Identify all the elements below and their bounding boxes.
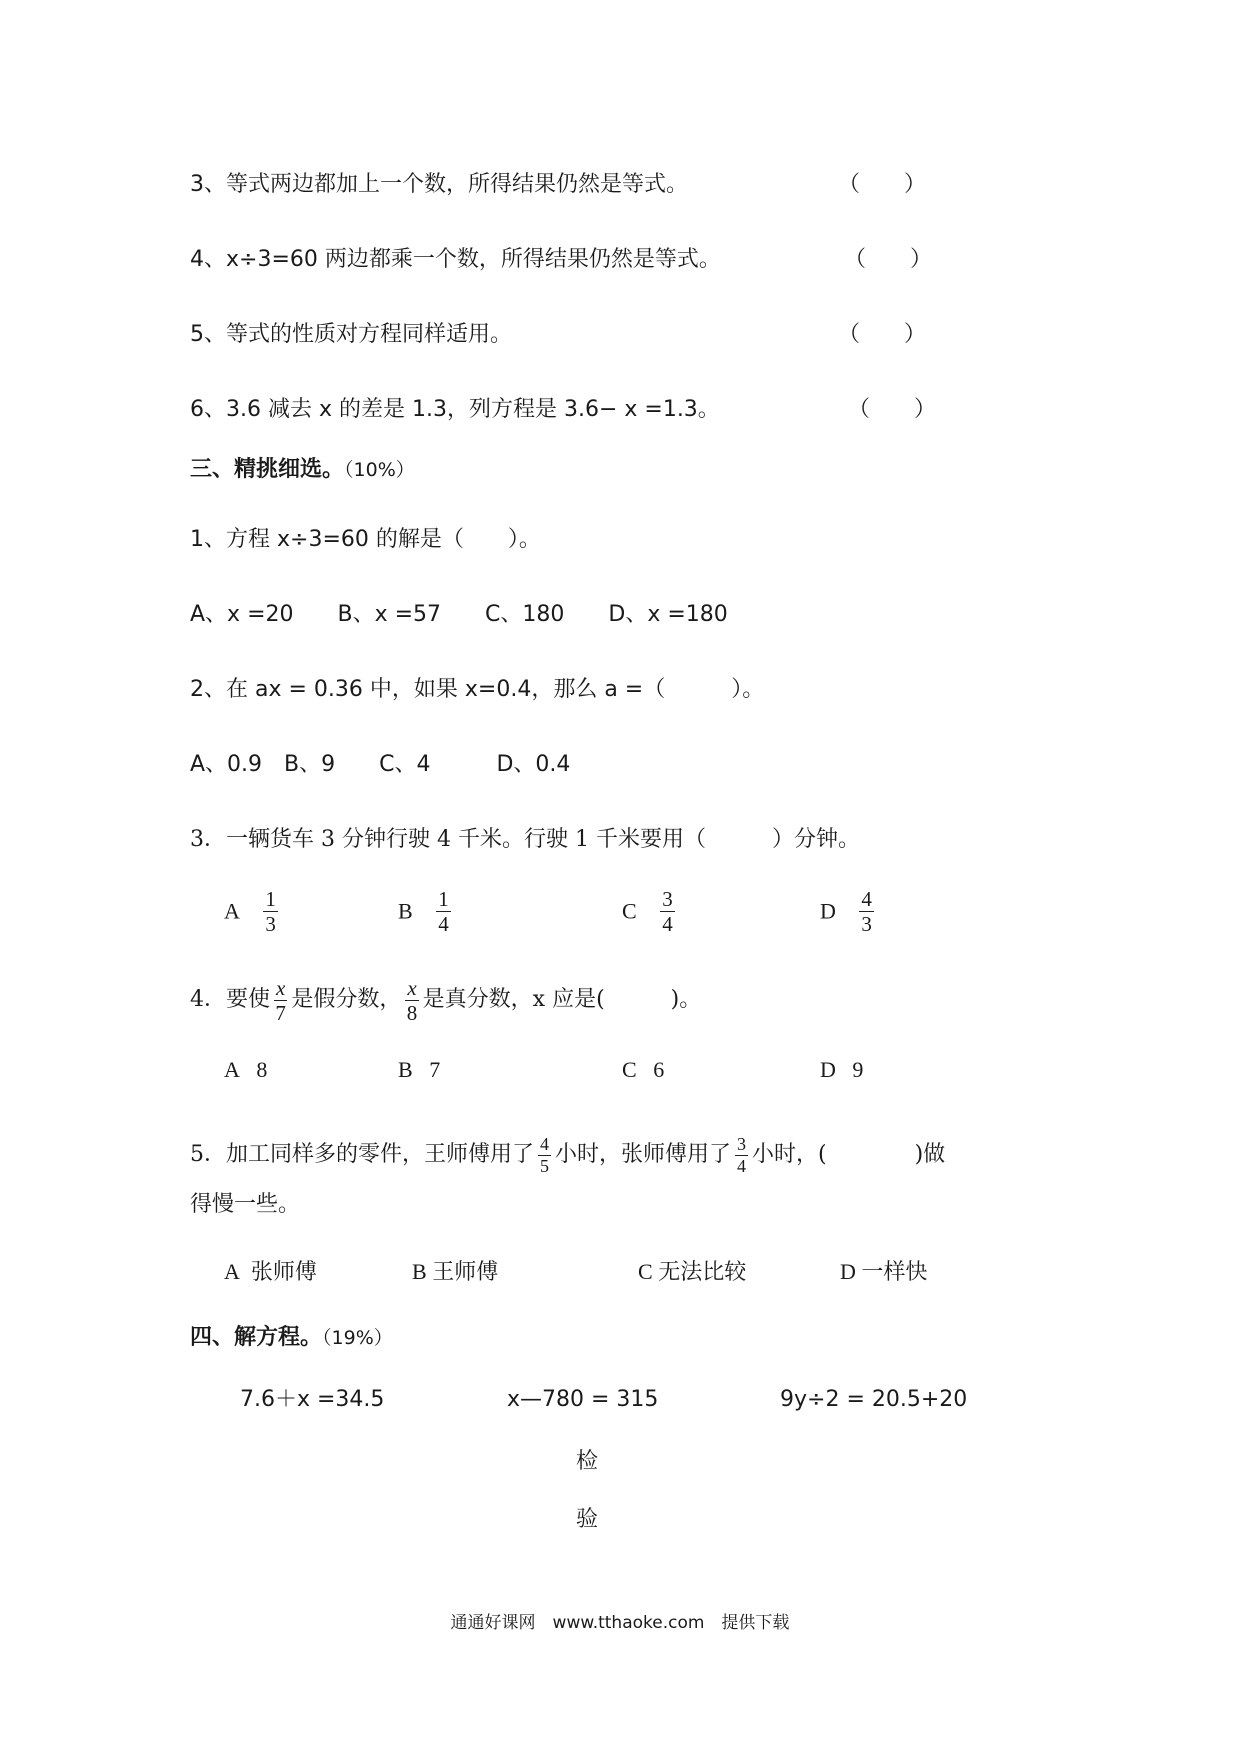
fraction: $\frac{x}{7}$ — [275, 975, 286, 1025]
judge-text: 5、等式的性质对方程同样适用。 — [190, 322, 512, 347]
q4-option-d: D 9 — [820, 1057, 864, 1082]
equation-1: 7.6＋x =34.5 — [240, 1387, 385, 1412]
section-3-heading — [190, 455, 415, 485]
equation-2: x—780 = 315 — [507, 1387, 659, 1412]
section-3-percent: （10%） — [344, 459, 415, 481]
section-4-percent: （19%） — [322, 1327, 393, 1349]
q5-option-a: A 张师傅 — [224, 1259, 317, 1284]
q5-option-b: B 王师傅 — [412, 1259, 499, 1284]
q4-option-b: B 7 — [398, 1057, 441, 1082]
fraction: $\frac{1}{3}$ — [265, 887, 276, 936]
judge-item-4 — [190, 245, 721, 275]
judge-paren-4: （ ） — [844, 247, 933, 272]
q3-option-b: B $\frac{1}{4}$ — [398, 887, 449, 936]
judge-item-6 — [190, 395, 720, 425]
judge-paren-5: （ ） — [838, 322, 927, 347]
q4-text: 4．要使 $\frac{x}{7}$ 是假分数， $\frac{x}{8}$ 是真分数，x 应是( )。 — [190, 975, 702, 1025]
fraction: $\frac{x}{8}$ — [406, 975, 418, 1025]
q1-text: 1、方程 x÷3=60 的解是（ ）。 — [190, 527, 541, 552]
q2-text: 2、在 ax = 0.36 中，如果 x=0.4，那么 a =（ ）。 — [190, 677, 765, 702]
page-footer: 通通好课网 www.tthaoke.com 提供下载 — [450, 1613, 790, 1633]
section-3-title: 三、精挑细选。 — [190, 457, 345, 482]
fraction: $\frac{4}{3}$ — [861, 887, 872, 936]
fraction: $\frac{4}{5}$ — [540, 1133, 549, 1176]
check-label-2: 验 — [576, 1507, 599, 1532]
fraction: $\frac{1}{4}$ — [438, 887, 449, 936]
fraction: $\frac{3}{4}$ — [662, 887, 673, 936]
q5-option-c: C 无法比较 — [638, 1259, 747, 1284]
judge-item-5 — [190, 320, 512, 350]
q5-text-line2: 得慢一些。 — [190, 1192, 301, 1217]
q5-text: 5．加工同样多的零件，王师傅用了 $\frac{4}{5}$ 小时，张师傅用了 $\frac{3}{4}$ 小时，( )做 — [190, 1133, 946, 1176]
q1-options: A、x =20 B、x =57 C、180 D、x =180 — [190, 602, 728, 627]
judge-paren-3: （ ） — [838, 172, 927, 197]
equation-3: 9y÷2 = 20.5+20 — [780, 1387, 968, 1412]
q4-option-c: C 6 — [622, 1057, 665, 1082]
check-label-1: 检 — [576, 1449, 599, 1474]
judge-text: 3、等式两边都加上一个数，所得结果仍然是等式。 — [190, 172, 688, 197]
judge-text: 6、3.6 减去 x 的差是 1.3，列方程是 3.6− x =1.3。 — [190, 397, 720, 422]
q3-option-d: D $\frac{4}{3}$ — [820, 887, 872, 936]
q4-option-a: A 8 — [224, 1057, 268, 1082]
q3-option-c: C $\frac{3}{4}$ — [622, 887, 673, 936]
section-4-title: 四、解方程。 — [190, 1325, 323, 1350]
q2-options: A、0.9 B、9 C、4 D、0.4 — [190, 752, 571, 777]
judge-text: 4、x÷3=60 两边都乘一个数，所得结果仍然是等式。 — [190, 247, 721, 272]
judge-paren-6: （ ） — [848, 397, 937, 422]
section-4-heading — [190, 1323, 393, 1353]
q3-text: 3．一辆货车 3 分钟行驶 4 千米。行驶 1 千米要用（ ）分钟。 — [190, 827, 860, 852]
judge-item-3 — [190, 170, 688, 200]
fraction: $\frac{3}{4}$ — [737, 1133, 747, 1176]
q5-option-d: D 一样快 — [840, 1259, 928, 1284]
q3-option-a: A $\frac{1}{3}$ — [224, 887, 276, 936]
